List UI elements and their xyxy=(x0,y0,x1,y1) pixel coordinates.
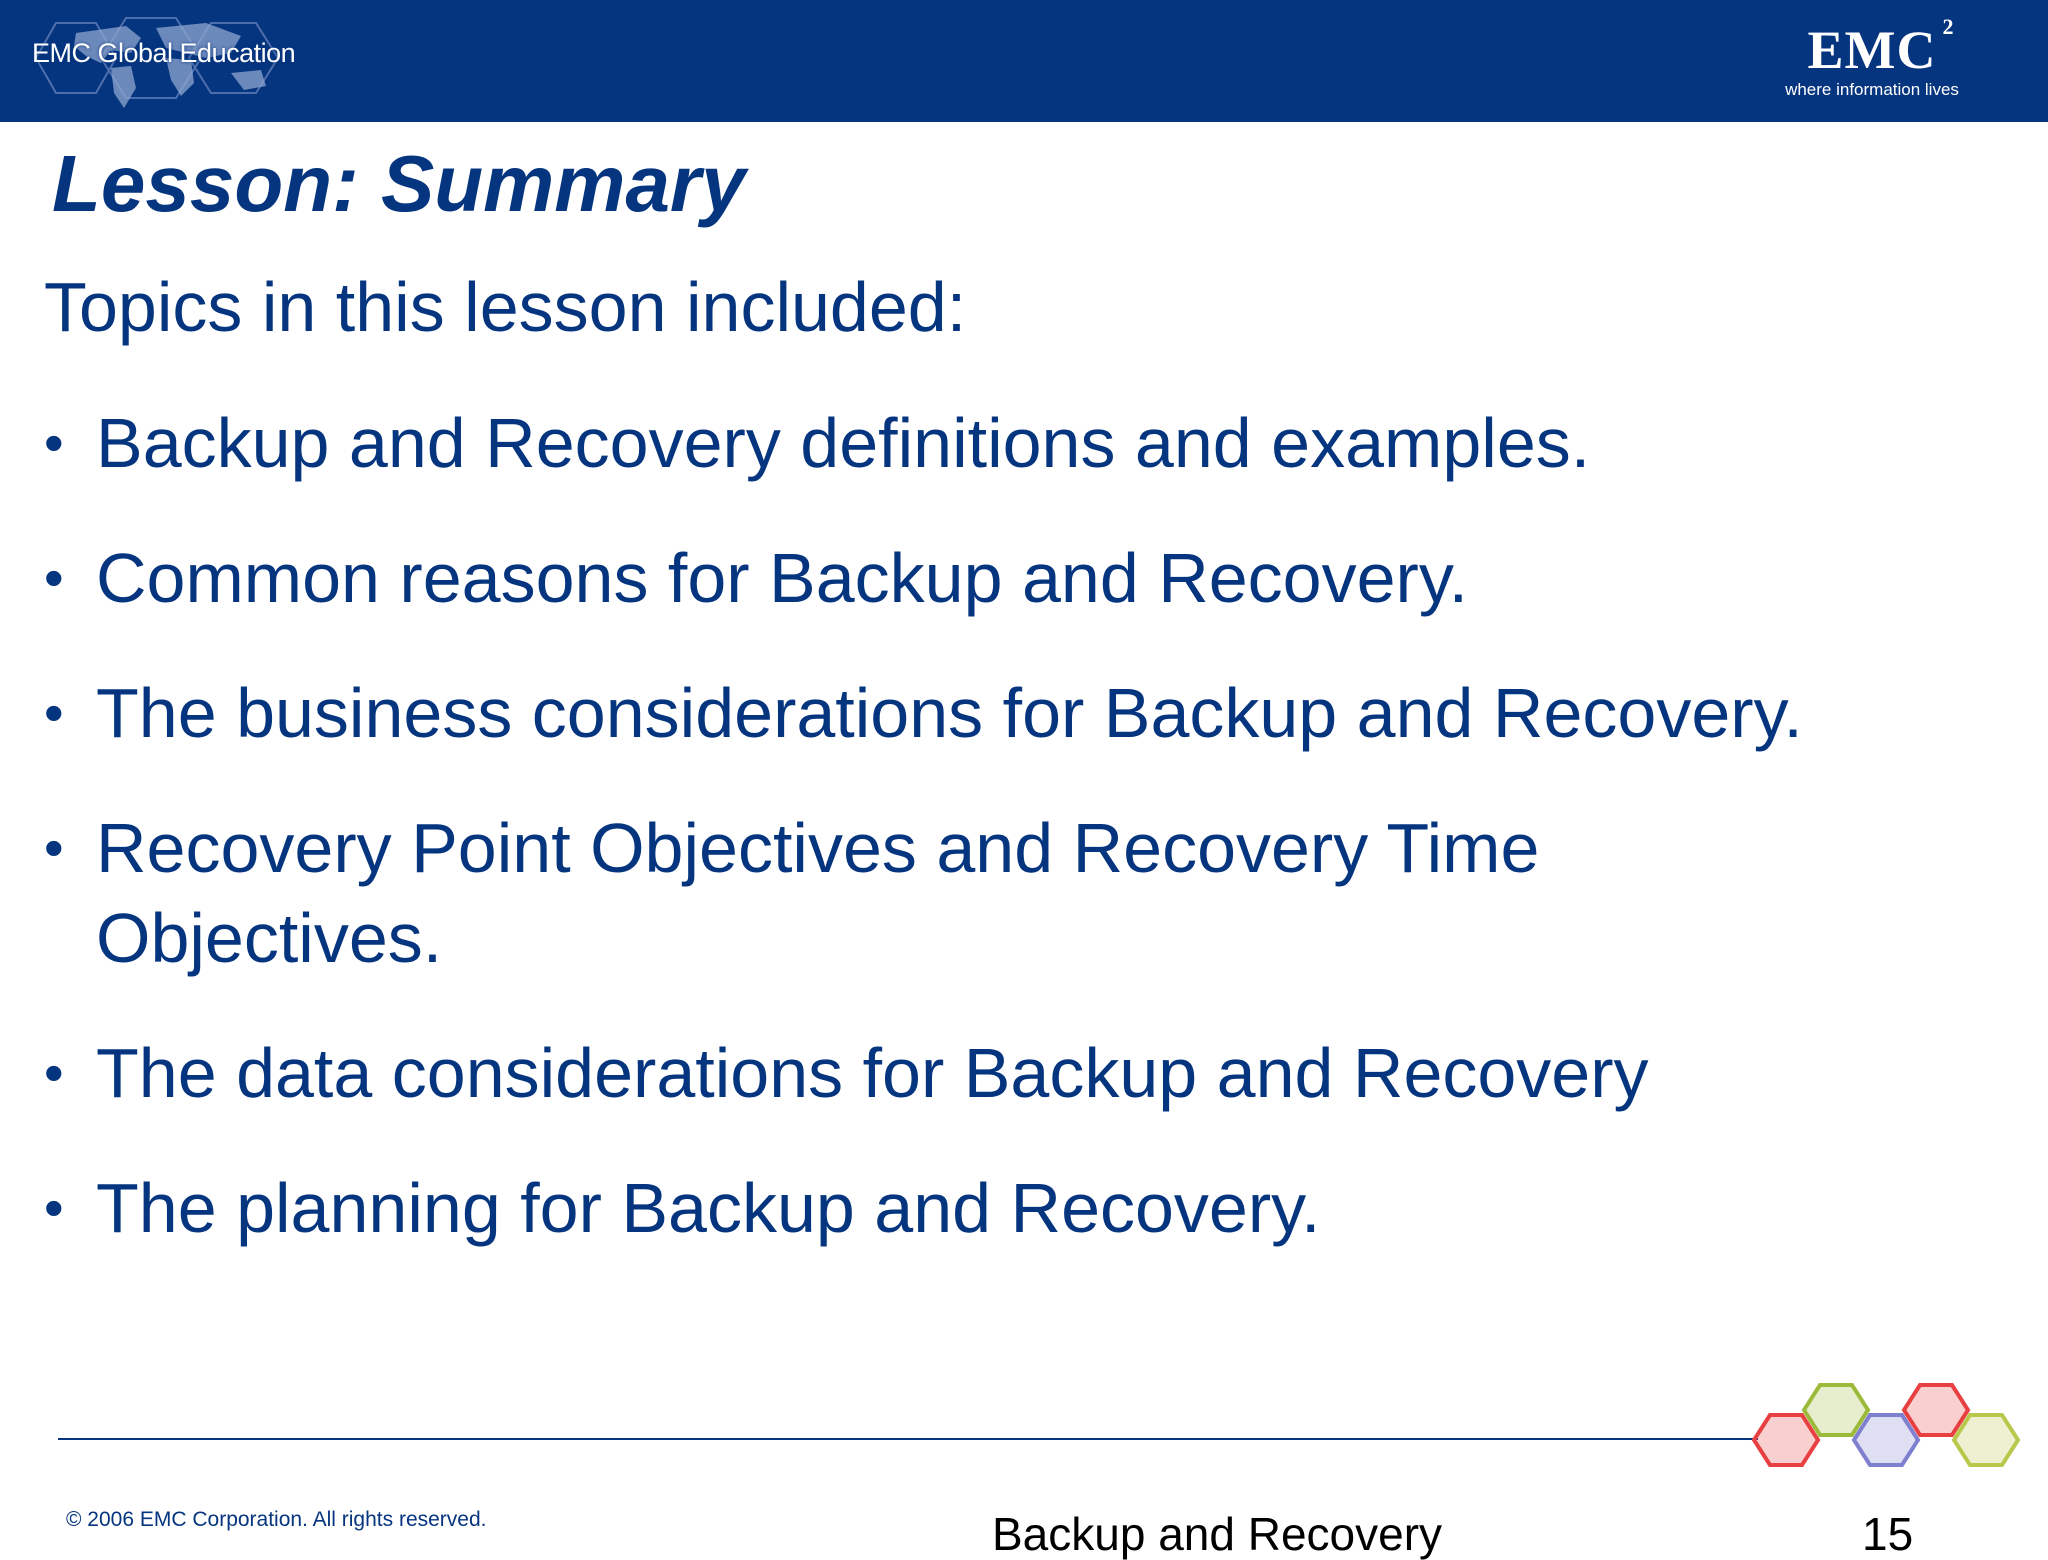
list-item xyxy=(44,1028,1964,1118)
list-item-text: Recovery Point Objectives and Recovery Time Objectives. xyxy=(96,809,1540,977)
bullet-icon: • xyxy=(44,546,64,609)
slide-title: Lesson: Summary xyxy=(52,139,746,228)
emc-brand-logo xyxy=(1762,14,1982,104)
page-number: 15 xyxy=(1862,1508,1914,1560)
education-logo-text: EMC Global Education xyxy=(32,38,296,68)
emc-tagline: where information lives xyxy=(1785,80,1959,99)
emc-superscript: 2 xyxy=(1942,14,1955,39)
list-item xyxy=(44,803,1716,983)
list-item-text: Backup and Recovery definitions and examples. xyxy=(96,404,1591,482)
list-item-text: The planning for Backup and Recovery. xyxy=(96,1169,1321,1247)
emc-wordmark-text: EMC xyxy=(1807,20,1937,80)
list-item xyxy=(44,398,1964,488)
bullet-icon: • xyxy=(44,681,64,744)
header-banner xyxy=(0,0,2048,122)
list-item-text: The business considerations for Backup and Recovery. xyxy=(96,674,1803,752)
list-item xyxy=(44,1163,1964,1253)
emc-global-education-logo xyxy=(16,8,296,118)
bullet-icon: • xyxy=(44,1041,64,1104)
bullet-icon: • xyxy=(44,411,64,474)
bullet-icon: • xyxy=(44,1176,64,1239)
list-item xyxy=(44,668,1964,758)
list-item-text: The data considerations for Backup and Recovery xyxy=(96,1034,1649,1112)
copyright-notice: © 2006 EMC Corporation. All rights reserved. xyxy=(66,1508,487,1531)
list-item-text: Common reasons for Backup and Recovery. xyxy=(96,539,1469,617)
bullet-icon: • xyxy=(44,816,64,879)
footer-divider xyxy=(58,1438,1758,1440)
course-title: Backup and Recovery xyxy=(992,1508,1443,1560)
list-item xyxy=(44,533,1964,623)
topics-list xyxy=(44,398,1964,1298)
slide-intro: Topics in this lesson included: xyxy=(44,268,967,346)
hexagon-cluster-icon xyxy=(1740,1370,2040,1480)
emc-wordmark xyxy=(1807,14,1955,80)
